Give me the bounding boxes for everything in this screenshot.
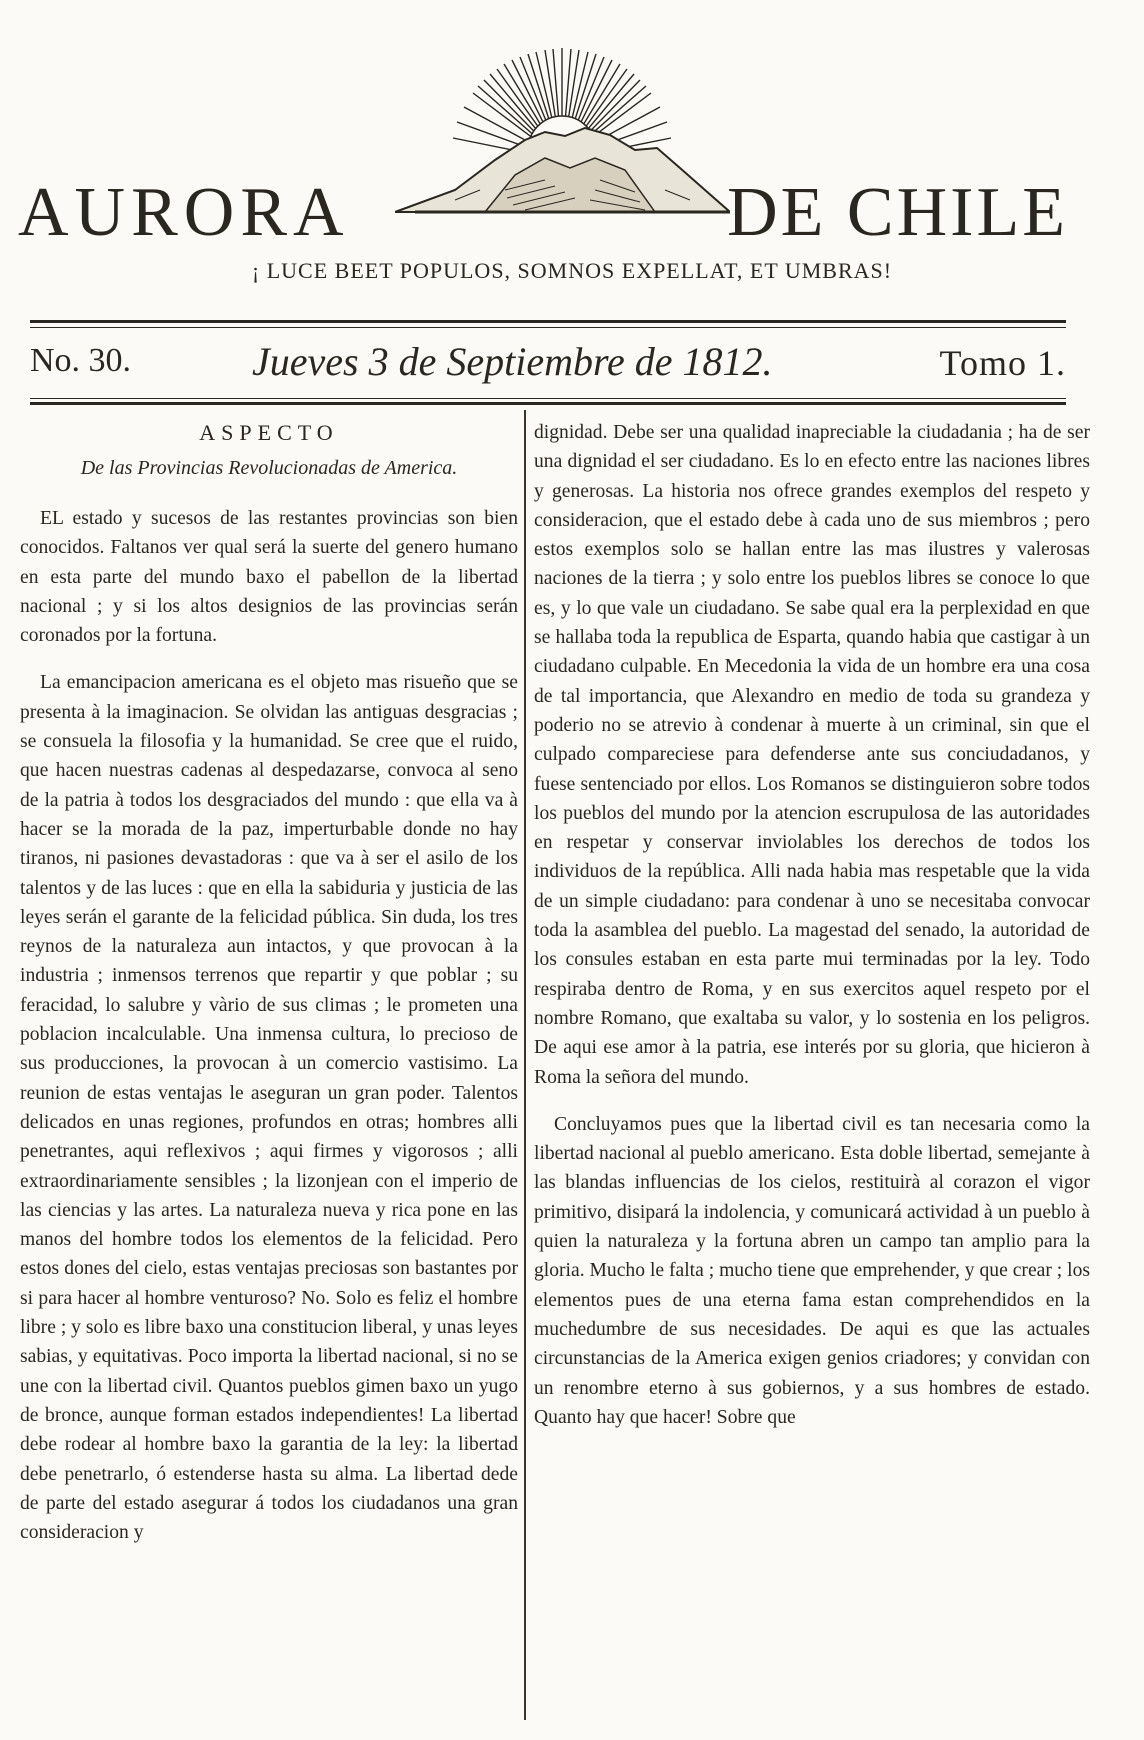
header-rule-top <box>30 320 1066 323</box>
mountains <box>395 128 730 212</box>
issue-number: No. 30. <box>30 342 132 379</box>
issue-volume: Tomo 1. <box>939 343 1066 383</box>
sunrise-over-mountains-icon <box>395 40 730 240</box>
masthead-title-left: AURORA <box>18 174 350 251</box>
header-rule-bottom-thin <box>30 398 1066 399</box>
article-subheading: De las Provincias Revolucionadas de America. <box>80 457 458 479</box>
masthead-motto: ¡ LUCE BEET POPULOS, SOMNOS EXPELLAT, ET UMBRAS! <box>251 258 893 283</box>
right-column <box>534 418 1090 1432</box>
article-heading: ASPECTO <box>199 420 339 445</box>
column-divider <box>524 410 526 1720</box>
paragraph: dignidad. Debe ser una qualidad inapreciable la ciudadania ; ha de ser una dignidad el ser ciudadano. Es lo en efecto entre las naciones libres y generosas. La historia nos ofrece grandes exemplos del respeto y consideracion, que el estado debe à cada uno de sus miembros ; pero estos exemplos solo se hallan entre las mas ilustres y valerosas naciones de la tierra ; y solo entre los pueblos libres se conoce lo que es, y lo que vale un ciudadano. Se sabe qual era la perplexidad en que se hallaba toda la republica de Esparta, quando habia que castigar à un ciudadano culpable. En Mecedonia la vida de un hombre era una cosa de tal importancia, que Alexandro en medio de toda su grandeza y poderio no se atrevio à condenar à muerte à un criminal, sin que el culpado compareciese para defenderse ante sus conciudadanos, y fuese sentenciado por ellos. Los Romanos se distinguieron sobre todos los pueblos del mundo por la atencion escrupulosa de las autoridades en respetar y conservar inviolables los derechos de todos los individuos de la república. Alli nada habia mas respetable que la vida de un simple ciudadano: para condenar à uno se necesitaba convocar toda la asamblea del pueblo. La magestad del senado, la autoridad de los consules estaban en esta parte mui terminadas por la ley. Todo respiraba dentro de Roma, y en sus exercitos aquel respeto por el nombre Romano, que exaltaba su valor, y lo sostenia en los peligros. De aqui ese amor à la patria, ese interés por su gloria, que hicieron à Roma la señora del mundo. <box>534 422 1090 1088</box>
issue-line <box>30 338 1066 388</box>
paragraph: Concluyamos pues que la libertad civil es tan necesaria como la libertad nacional al pueblo americano. Esta doble libertad, semejante à las blandas influencias de los cielos, restituirà al corazon el vigor primitivo, disipará la indolencia, y comunicará actividad à un pueblo à quien la naturaleza y la fortuna abren un campo tan amplio para la gloria. Mucho le falta ; mucho tiene que emprehender, y que crear ; los elementos pues de una eterna fama estan comprehendidos en la muchedumbre de sus necesidades. De aqui es que las actuales circunstancias de la America exigen genios criadores; y convidan con un renombre eterno à sus gobiernos, y a sus hombres de estado. Quanto hay que hacer! Sobre que <box>534 1113 1090 1428</box>
left-column <box>20 418 518 1547</box>
issue-date: Jueves 3 de Septiembre de 1812. <box>252 339 773 384</box>
paragraph: La emancipacion americana es el objeto mas risueño que se presenta à la imaginacion. Se olvidan las antiguas desgracias ; se consuela la filosofia y la humanidad. Se cree que el ruido, que hacen nuestras cadenas al despedazarse, convoca al seno de la patria à todos los desgraciados del mundo : que ella va à hacer se la morada de la paz, imperturbable donde no hay tiranos, ni pasiones devastadoras : que va à ser el asilo de los talentos y de las luces : que en ella la sabiduria y justicia de las leyes serán el garante de la felicidad pública. Sin duda, los tres reynos de la naturaleza aun intactos, y que provocan à la industria ; inmensos terrenos que repartir y que poblar ; su feracidad, lo salubre y vàrio de sus climas ; le prometen una poblacion incalculable. Una inmensa cultura, lo precioso de sus producciones, la provocan à un comercio vastisimo. La reunion de estas ventajas le aseguran un gran poder. Talentos delicados en unas regiones, profundos en otras; hombres alli penetrantes, aqui reflexivos ; aqui firmes y vigorosos ; alli extraordinariamente sensibles ; la lizonjean con el imperio de las ciencias y las artes. La naturaleza nueva y rica pone en las manos del hombre todos los elementos de la felicidad. Pero estos dones del cielo, estas ventajas preciosas son bastantes por si para hacer al hombre venturoso? No. Solo es feliz el hombre libre ; y solo es libre baxo una constitucion liberal, y unas leyes sabias, y equitativas. Poco importa la libertad nacional, si no se une con la libertad civil. Quantos pueblos gimen baxo un yugo de bronce, aunque forman estados independientes! La libertad debe rodear al hombre baxo la garantia de la ley: la libertad debe penetrarlo, ó estenderse hasta su alma. La libertad dede de parte del estado asegurar á todos los ciudadanos una gran consideracion y <box>20 672 518 1544</box>
header-rule-bottom <box>30 402 1066 405</box>
masthead-title-right: DE CHILE <box>727 174 1068 251</box>
header-rule-top-thin <box>30 327 1066 328</box>
paragraph: EL estado y sucesos de las restantes provincias son bien conocidos. Faltanos ver qual será la suerte del genero humano en esta parte del mundo baxo el pabellon de la libertad nacional ; y si los altos designios de las provincias serán coronados por la fortuna. <box>20 508 518 647</box>
